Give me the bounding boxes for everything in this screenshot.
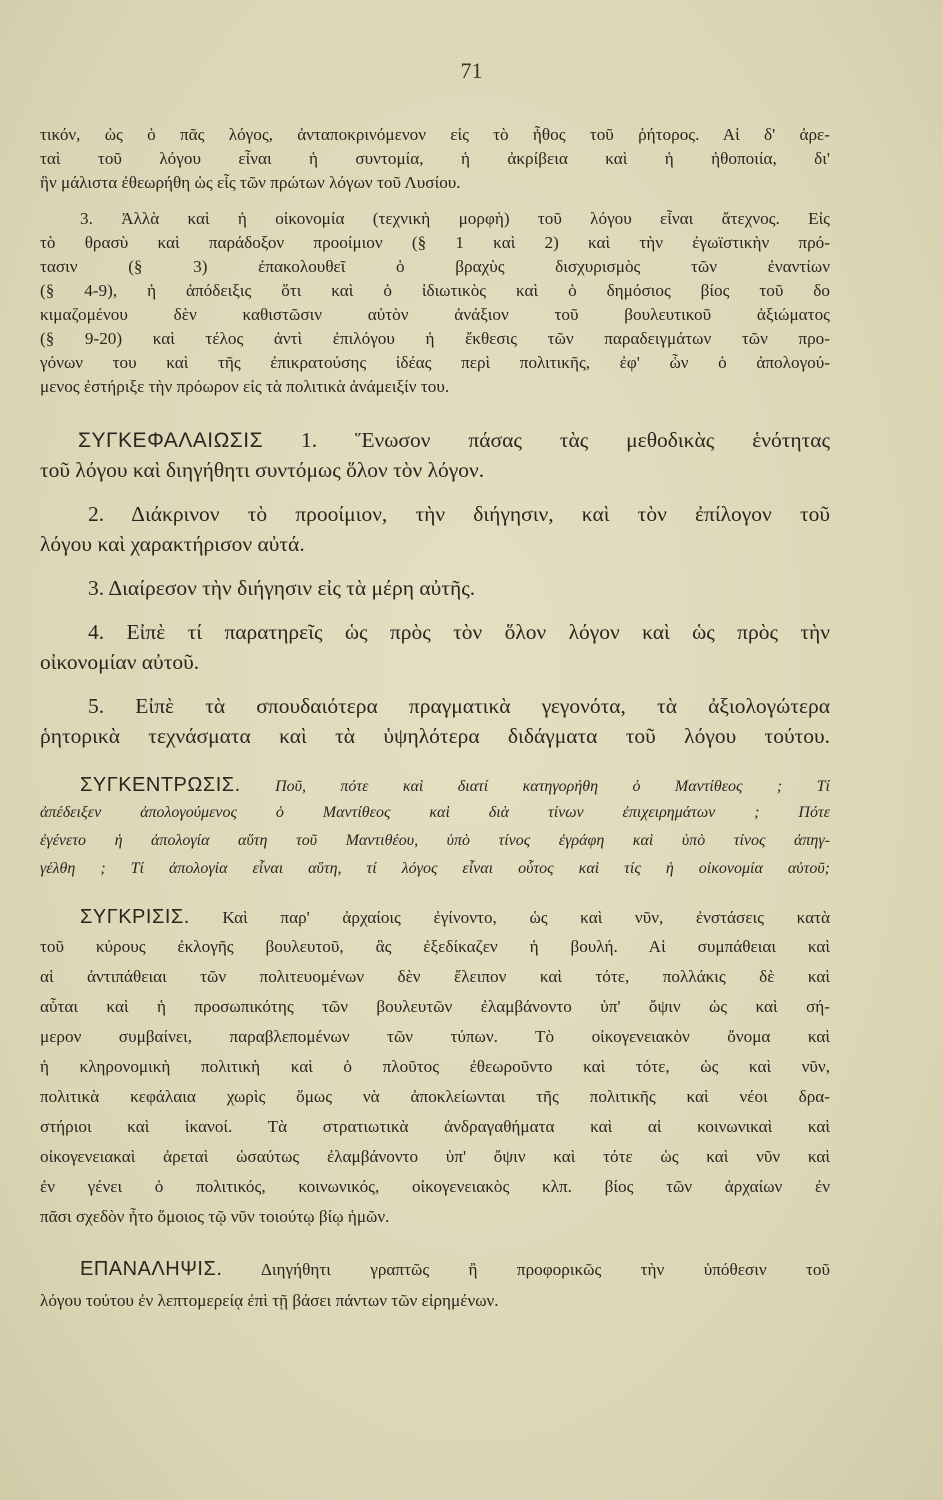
- concentration-line: γέλθη ; Τί ἀπολογία εἶναι αὕτη, τί λόγος εἶναι οὗτος καὶ τίς ἡ οἰκονομία αὐτοῦ;: [40, 860, 830, 877]
- concentration-line: ἀπέδειξεν ἀπολογούμενος ὁ Μαντίθεος καὶ διὰ τίνων ἐπιχειρημάτων ; Πότε: [40, 804, 830, 821]
- summary-line: τοῦ λόγου καὶ διηγήθητι συντόμως ὅλον τὸν λόγον.: [40, 458, 485, 482]
- text-line: ταὶ τοῦ λόγου εἶναι ἡ συντομία, ἡ ἀκρίβεια καὶ ἡ ἠθοποιία, δι': [40, 149, 830, 168]
- repetition-heading: ΕΠΑΝΑΛΗΨΙΣ.: [80, 1258, 223, 1280]
- summary-line: οἰκονομίαν αὐτοῦ.: [40, 650, 200, 674]
- summary-line: 5. Εἰπὲ τὰ σπουδαιότερα πραγματικὰ γεγονότα, τὰ ἀξιολογώτερα: [88, 694, 830, 718]
- comparison-line: αὗται καὶ ἡ προσωπικότης τῶν βουλευτῶν ἐλαμβάνοντο ὑπ' ὄψιν ὡς καὶ σή-: [40, 997, 830, 1016]
- text-line: τασιν (§ 3) ἐπακολουθεῖ ὁ βραχὺς δισχυρισμὸς τῶν ἐναντίων: [40, 257, 830, 276]
- text-line: κιμαζομένου δὲν καθιστῶσιν αὐτὸν ἀνάξιον τοῦ βουλευτικοῦ ἀξιώματος: [40, 305, 830, 324]
- summary-heading: ΣΥΓΚΕΦΑΛΑΙΩΣΙΣ: [78, 429, 264, 452]
- comparison-line: πολιτικὰ κεφάλαια χωρὶς ὅμως νὰ ἀποκλείωνται τῆς πολιτικῆς καὶ νέοι δρα-: [40, 1087, 830, 1106]
- comparison-line: πᾶσι σχεδὸν ἦτο ὅμοιος τῷ νῦν τοιούτῳ βίῳ ἡμῶν.: [40, 1207, 390, 1226]
- repetition-line: λόγου τούτου ἐν λεπτομερείᾳ ἐπὶ τῇ βάσει πάντων τῶν εἰρημένων.: [40, 1291, 499, 1310]
- comparison-line: στήριοι καὶ ἱκανοί. Τὰ στρατιωτικὰ ἀνδραγαθήματα καὶ αἱ κοινωνικαὶ καὶ: [40, 1117, 830, 1136]
- comparison-heading: ΣΥΓΚΡΙΣΙΣ.: [80, 906, 190, 928]
- comparison-line: τοῦ κύρους ἐκλογῆς βουλευτοῦ, ἃς ἐξεδίκαζεν ἡ βουλή. Αἱ συμπάθειαι καὶ: [40, 937, 830, 956]
- concentration-text: Ποῦ, πότε καὶ διατί κατηγορήθη ὁ Μαντίθεος ; Τί: [275, 778, 831, 795]
- concentration-line: [80, 774, 830, 798]
- concentration-heading: ΣΥΓΚΕΝΤΡΩΣΙΣ.: [80, 774, 241, 796]
- summary-line: 3. Διαίρεσον τὴν διήγησιν εἰς τὰ μέρη αὐτῆς.: [88, 576, 476, 600]
- text-line: μενος ἐστήριξε τὴν πρόωρον εἰς τὰ πολιτικὰ ἀνάμειξίν του.: [40, 377, 450, 396]
- comparison-line: ἐν γένει ὁ πολιτικός, κοινωνικός, οἰκογενειακὸς κλπ. βίος τῶν ἀρχαίων ἐν: [40, 1177, 830, 1196]
- summary-line: 2. Διάκρινον τὸ προοίμιον, τὴν διήγησιν, καὶ τὸν ἐπίλογον τοῦ: [88, 502, 830, 526]
- page-number: 71: [460, 58, 483, 83]
- text-line: (§ 9-20) καὶ τέλος ἀντὶ ἐπιλόγου ἡ ἔκθεσις τῶν παραδειγμάτων τῶν προ-: [40, 329, 830, 348]
- summary-line: λόγου καὶ χαρακτήρισον αὐτά.: [40, 532, 305, 556]
- text-line: τικόν, ὡς ὁ πᾶς λόγος, ἀνταποκρινόμενον εἰς τὸ ἦθος τοῦ ῥήτορος. Αἱ δ' ἀρε-: [40, 125, 830, 144]
- text-line: γόνων του καὶ τῆς ἐπικρατούσης ἰδέας περὶ πολιτικῆς, ἐφ' ὧν ὁ ἀπολογού-: [40, 353, 830, 372]
- comparison-line: [80, 906, 830, 929]
- summary-line: 4. Εἰπὲ τί παρατηρεῖς ὡς πρὸς τὸν ὅλον λόγον καὶ ὡς πρὸς τὴν: [88, 620, 830, 644]
- summary-line: ῥητορικὰ τεχνάσματα καὶ τὰ ὑψηλότερα διδάγματα τοῦ λόγου τούτου.: [40, 724, 830, 748]
- text-line: (§ 4-9), ἡ ἀπόδειξις ὅτι καὶ ὁ ἰδιωτικὸς καὶ ὁ δημόσιος βίος τοῦ δο: [40, 281, 830, 300]
- repetition-text: Διηγήθητι γραπτῶς ἢ προφορικῶς τὴν ὑπόθεσιν τοῦ: [260, 1260, 830, 1279]
- summary-line: [78, 426, 830, 455]
- comparison-line: ἡ κληρονομικὴ πολιτικὴ καὶ ὁ πλοῦτος ἐθεωροῦντο καὶ τότε, ὡς καὶ νῦν,: [40, 1057, 830, 1076]
- text-line: 3. Ἀλλὰ καὶ ἡ οἰκονομία (τεχνικὴ μορφὴ) τοῦ λόγου εἶναι ἄτεχνος. Εἰς: [80, 209, 830, 228]
- comparison-line: αἱ ἀντιπάθειαι τῶν πολιτευομένων δὲν ἔλειπον καὶ τότε, πολλάκις δὲ καὶ: [40, 967, 830, 986]
- summary-text: 1. Ἕνωσον πάσας τὰς μεθοδικὰς ἑνότητας: [301, 428, 831, 452]
- concentration-line: ἐγένετο ἡ ἀπολογία αὕτη τοῦ Μαντιθέου, ὑπὸ τίνος ἐγράφη καὶ ὑπὸ τίνος ἀπηγ-: [40, 832, 830, 849]
- text-line: τὸ θρασὺ καὶ παράδοξον προοίμιον (§ 1 καὶ 2) καὶ τὴν ἐγωϊστικὴν πρό-: [40, 233, 830, 252]
- comparison-line: οἰκογενειακαὶ ἀρεταὶ ὡσαύτως ἐλαμβάνοντο ὑπ' ὄψιν καὶ τότε ὡς καὶ νῦν καὶ: [40, 1147, 830, 1166]
- comparison-line: μερον συμβαίνει, παραβλεπομένων τῶν τύπων. Τὸ οἰκογενειακὸν ὄνομα καὶ: [40, 1027, 830, 1046]
- text-line: ἣν μάλιστα ἐθεωρήθη ὡς εἷς τῶν πρώτων λόγων τοῦ Λυσίου.: [40, 173, 461, 192]
- repetition-line: [80, 1258, 830, 1281]
- comparison-text: Καὶ παρ' ἀρχαίοις ἐγίνοντο, ὡς καὶ νῦν, ἐνστάσεις κατὰ: [222, 908, 830, 927]
